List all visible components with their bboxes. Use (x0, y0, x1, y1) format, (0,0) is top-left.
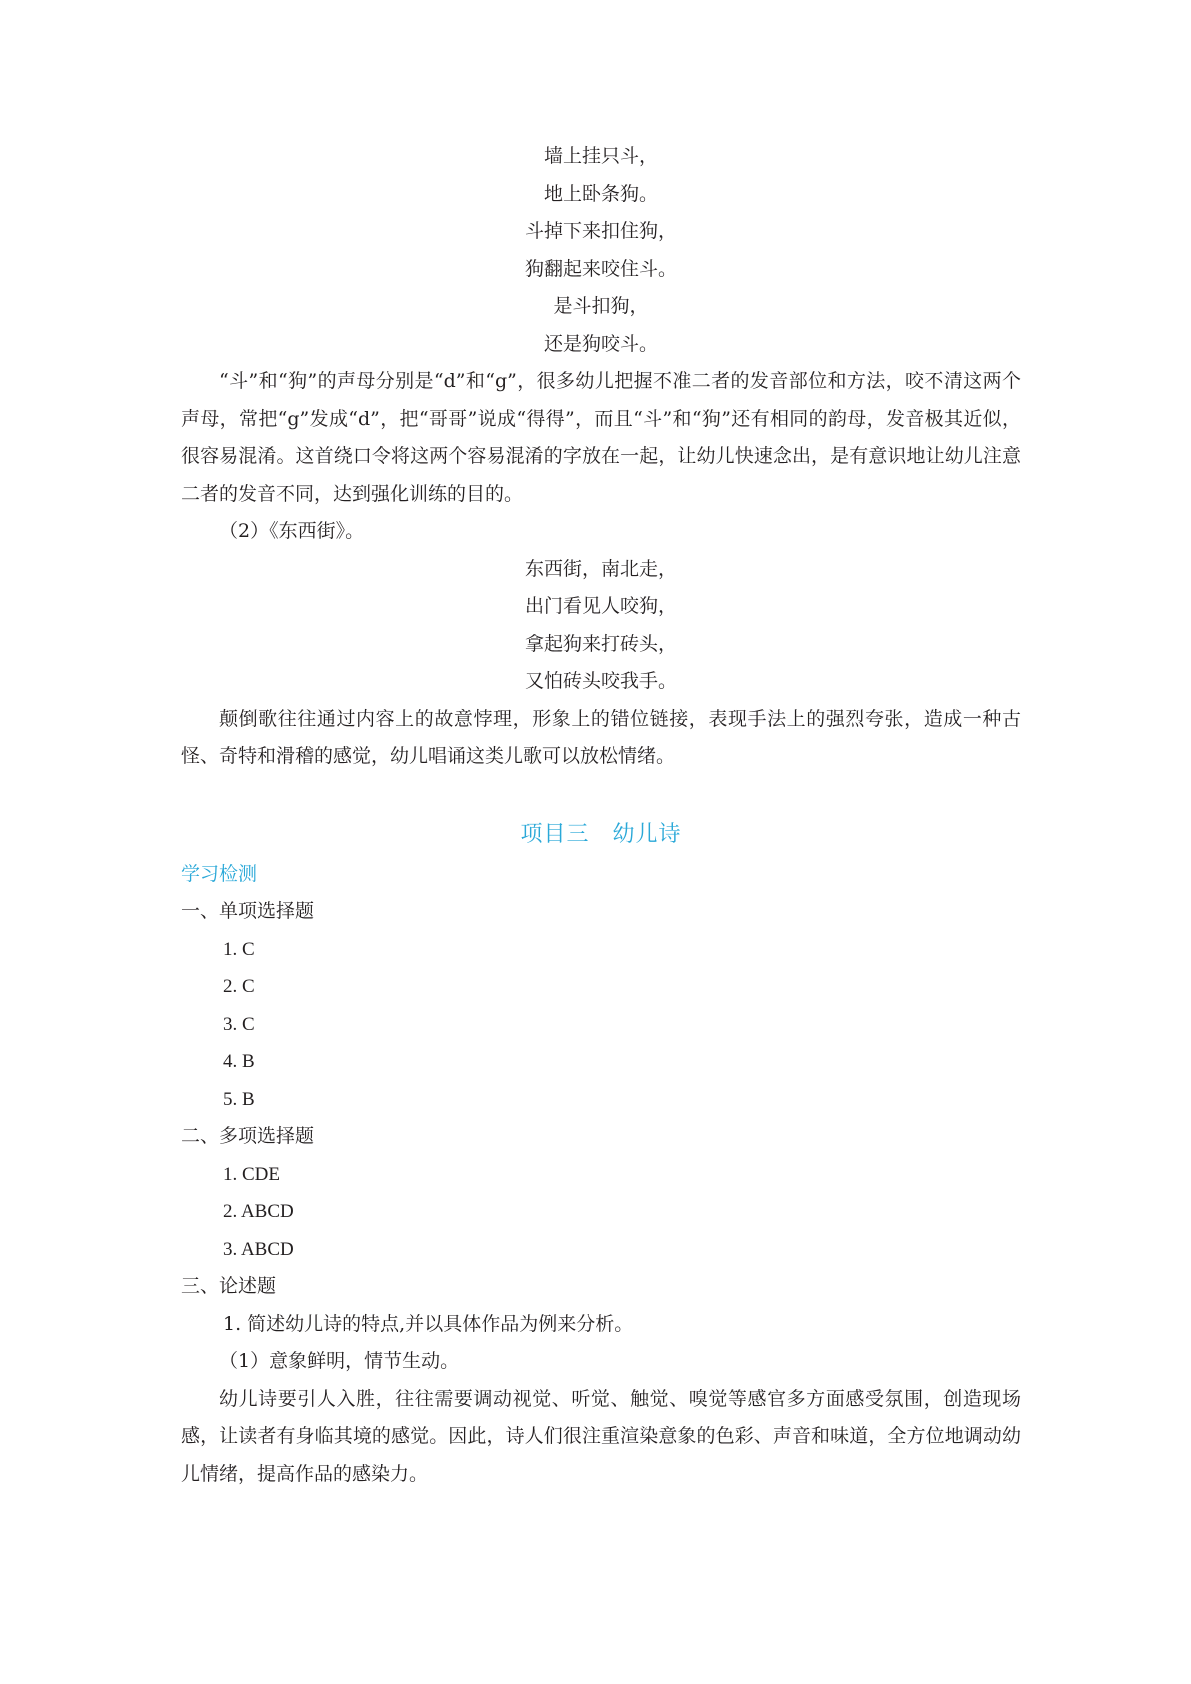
poem-line: 出门看见人咬狗， (524, 595, 677, 617)
analysis-paragraph: 颠倒歌往往通过内容上的故意悖理，形象上的错位链接，表现手法上的强烈夸张，造成一种古怪、奇特和滑稽的感觉，幼儿唱诵这类儿歌可以放松情绪。 (181, 707, 1021, 767)
answer-item: 4. B (223, 1051, 255, 1072)
poem-line: 又怕砖头咬我手。 (524, 670, 677, 692)
question-heading: 一、单项选择题 (181, 900, 315, 922)
answer-item: 2. ABCD (223, 1201, 294, 1222)
question-heading: 二、多项选择题 (181, 1125, 315, 1147)
poem-line: 拿起狗来打砖头， (524, 632, 677, 655)
poem-line: 地上卧条狗。 (543, 182, 658, 205)
document-page (181, 138, 1021, 1493)
poem-line: 狗翻起来咬住斗。 (524, 257, 677, 280)
poem-line: 是斗扣狗， (553, 295, 649, 317)
answer-item: 5. B (223, 1088, 255, 1110)
essay-point: （1）意象鲜明，情节生动。 (219, 1350, 460, 1372)
answer-item: 3. ABCD (223, 1238, 294, 1260)
question-heading: 三、论述题 (181, 1275, 277, 1297)
item-title: （2）《东西街》。 (219, 520, 365, 542)
poem-line: 东西街，南北走， (524, 557, 677, 580)
poem-dou-gou (181, 138, 1021, 363)
poem-line: 墙上挂只斗， (543, 145, 658, 167)
answer-item: 2. C (223, 976, 255, 997)
analysis-paragraph: “斗”和“狗”的声母分别是“d”和“g”，很多幼儿把握不准二者的发音部位和方法，咬不清这两个声母，常把“g”发成“d”，把“哥哥”说成“得得”，而且“斗”和“狗”还有相同的韵母，发音极其近似，很容易混淆。这首绕口令将这两个容易混淆的字放在一起，让幼儿快速念出，是有意识地让幼儿注意二者的发音不同，达到强化训练的目的。 (181, 370, 1021, 505)
answer-item: 3. C (223, 1013, 255, 1035)
answer-item: 1. C (223, 938, 255, 960)
subsection-title: 学习检测 (181, 862, 258, 885)
essay-question: 1. 简述幼儿诗的特点,并以具体作品为例来分析。 (223, 1312, 634, 1335)
answer-item: 1. CDE (223, 1163, 280, 1185)
section-title: 项目三 幼儿诗 (520, 821, 682, 847)
poem-line: 斗掉下来扣住狗， (524, 220, 677, 242)
poem-line: 还是狗咬斗。 (543, 332, 658, 355)
poem-dong-xi-jie (181, 551, 1021, 701)
essay-paragraph: 幼儿诗要引人入胜，往往需要调动视觉、听觉、触觉、嗅觉等感官多方面感受氛围，创造现场感，让读者有身临其境的感觉。因此，诗人们很注重渲染意象的色彩、声音和味道，全方位地调动幼儿情绪，提高作品的感染力。 (181, 1387, 1021, 1485)
